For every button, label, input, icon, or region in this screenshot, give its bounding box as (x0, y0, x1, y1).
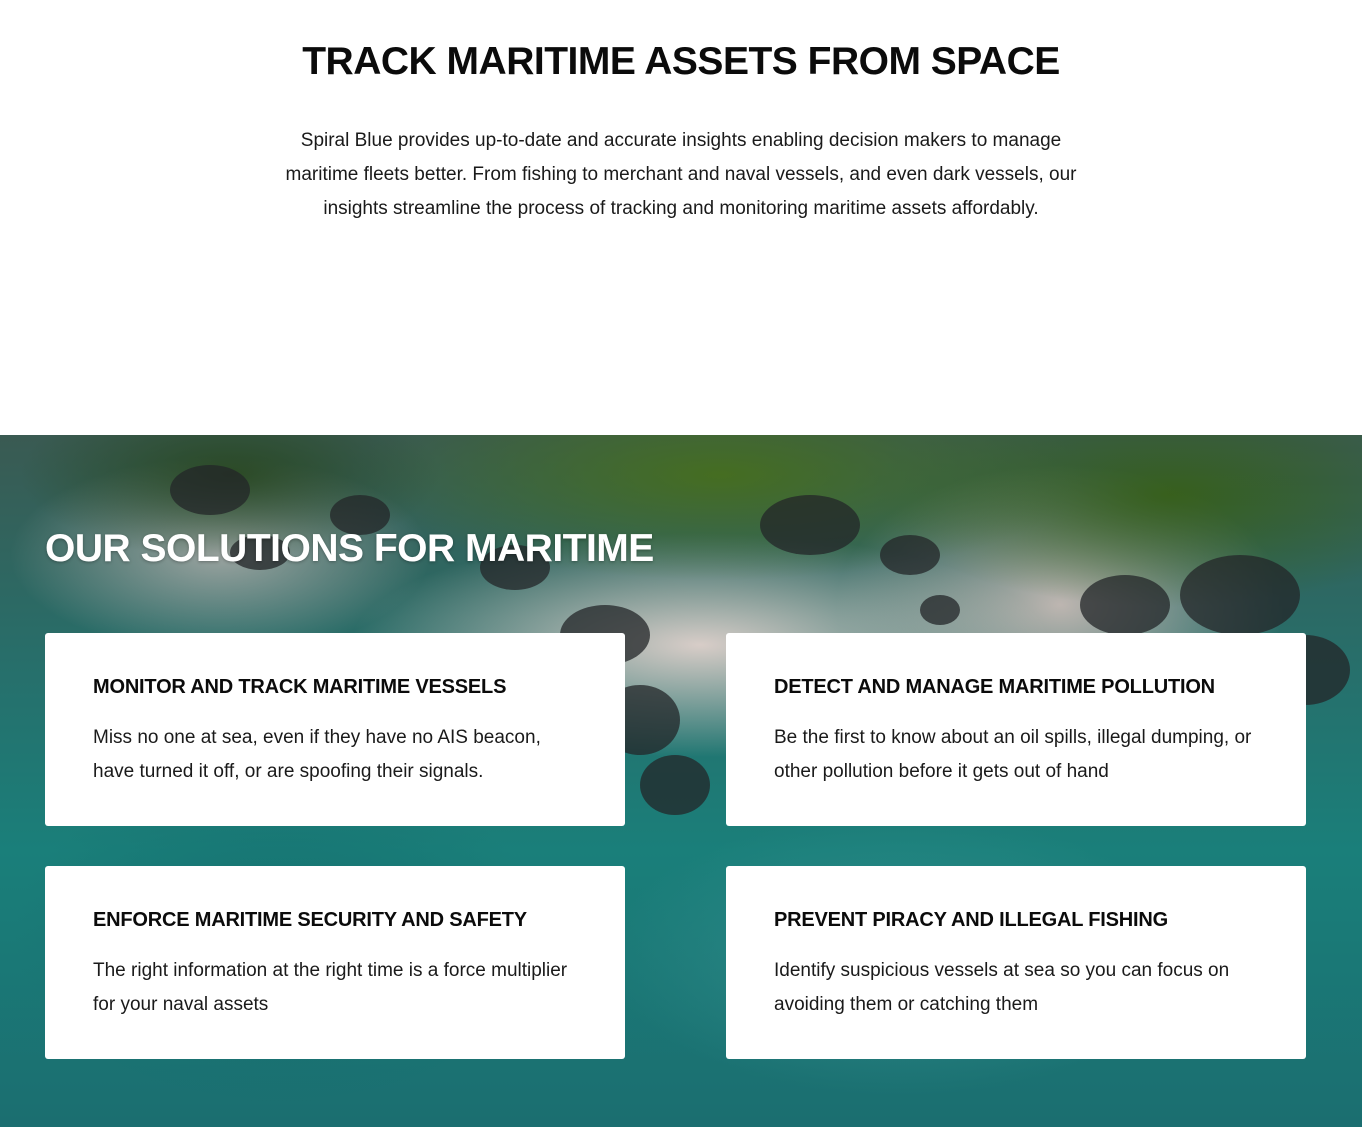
card-title: ENFORCE MARITIME SECURITY AND SAFETY (93, 909, 527, 931)
intro-description: Spiral Blue provides up-to-date and accurate insights enabling decision makers to manage maritime fleets better. From fishing to merchant and naval vessels, and even dark vessels, our insights streamline the process of tracking and monitoring maritime assets affordably. (285, 130, 1077, 219)
card-title: DETECT AND MANAGE MARITIME POLLUTION (774, 676, 1215, 698)
card-text: The right information at the right time is a force multiplier for your naval assets (93, 960, 568, 1015)
card-title: MONITOR AND TRACK MARITIME VESSELS (93, 676, 507, 698)
solutions-title: OUR SOLUTIONS FOR MARITIME (45, 527, 654, 570)
solution-card-piracy (726, 866, 1306, 1059)
solutions-section (0, 435, 1362, 1127)
card-text: Miss no one at sea, even if they have no AIS beacon, have turned it off, or are spoofing their signals. (93, 727, 541, 782)
intro-section (0, 0, 1362, 435)
intro-title: TRACK MARITIME ASSETS FROM SPACE (302, 40, 1060, 83)
card-text: Be the first to know about an oil spills, illegal dumping, or other pollution before it gets out of hand (774, 727, 1252, 782)
solution-card-security (45, 866, 625, 1059)
solution-card-pollution (726, 633, 1306, 826)
card-text: Identify suspicious vessels at sea so you can focus on avoiding them or catching them (774, 960, 1230, 1015)
card-title: PREVENT PIRACY AND ILLEGAL FISHING (774, 909, 1168, 931)
solution-card-monitor (45, 633, 625, 826)
